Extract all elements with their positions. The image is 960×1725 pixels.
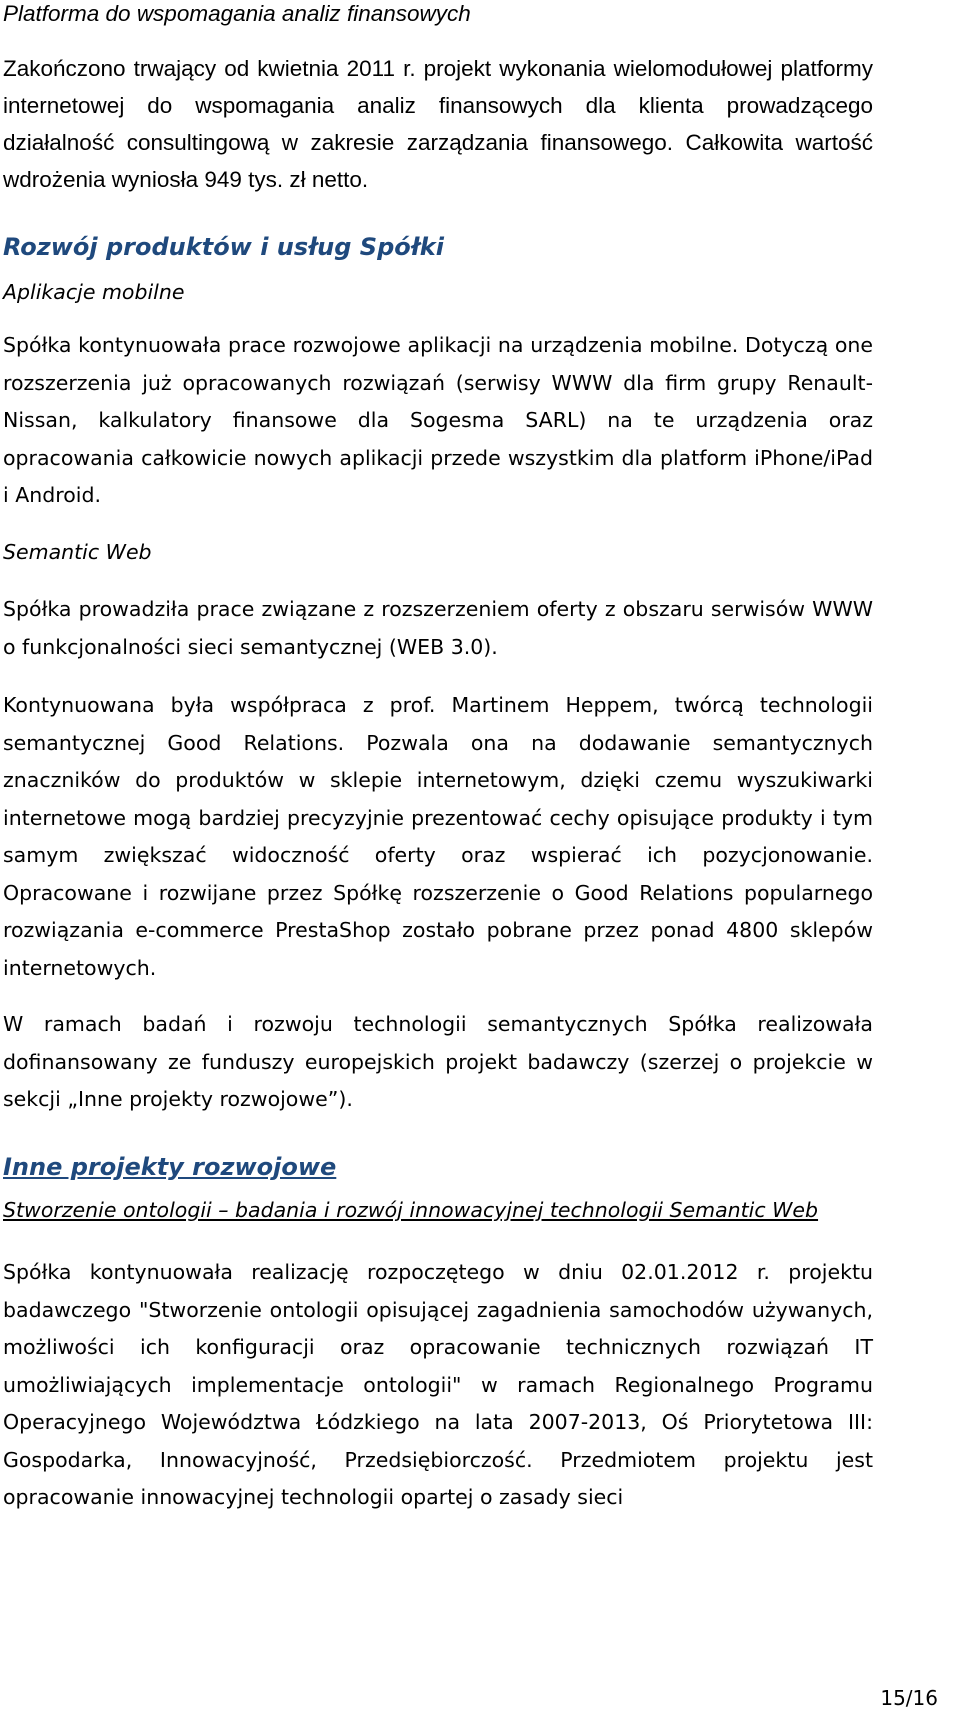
semantic-web-paragraph-3: W ramach badań i rozwoju technologii semantycznych Spółka realizowała dofinansowany ze funduszy europejskich projekt badawczy (szerzej o projekcie w sekcji „Inne projekty rozwojowe”). <box>3 1012 873 1111</box>
mobile-apps-subheading: Aplikacje mobilne <box>3 280 185 304</box>
semantic-web-paragraph-1: Spółka prowadziła prace związane z rozszerzeniem oferty z obszaru serwisów WWW o funkcjonalności sieci semantycznej (WEB 3.0). <box>3 597 873 659</box>
ontology-project-paragraph: Spółka kontynuowała realizację rozpoczętego w dniu 02.01.2012 r. projektu badawczego "Stworzenie ontologii opisującej zagadnienia samochodów używanych, możliwości ich konfiguracji oraz opracowanie technicznych rozwiązań IT umożliwiających implementacje ontologii" w ramach Regionalnego Programu Operacyjnego Województwa Łódzkiego na lata 2007-2013, Oś Priorytetowa III: Gospodarka, Innowacyjność, Przedsiębiorczość. Przedmiotem projektu jest opracowanie innowacyjnej technologii opartej o zasady sieci <box>3 1260 873 1509</box>
mobile-apps-paragraph: Spółka kontynuowała prace rozwojowe aplikacji na urządzenia mobilne. Dotyczą one rozszerzenia już opracowanych rozwiązań (serwisy WWW dla firm grupy Renault-Nissan, kalkulatory finansowe dla Sogesma SARL) na te urządzenia oraz opracowania całkowicie nowych aplikacji przede wszystkim dla platform iPhone/iPad i Android. <box>3 333 873 507</box>
finance-platform-title: Platforma do wspomagania analiz finansowych <box>3 1 471 26</box>
ontology-project-subheading: Stworzenie ontologii – badania i rozwój innowacyjnej technologii Semantic Web <box>3 1198 819 1222</box>
finance-platform-paragraph: Zakończono trwający od kwietnia 2011 r. projekt wykonania wielomodułowej platformy internetowej do wspomagania analiz finansowych dla klienta prowadzącego działalność consultingową w zakresie zarządzania finansowego. Całkowita wartość wdrożenia wyniosła 949 tys. zł netto. <box>3 56 873 192</box>
page-number: 15/16 <box>880 1686 938 1710</box>
semantic-web-paragraph-2: Kontynuowana była współpraca z prof. Martinem Heppem, twórcą technologii semantycznej Good Relations. Pozwala ona na dodawanie semantycznych znaczników do produktów w sklepie internetowym, dzięki czemu wyszukiwarki internetowe mogą bardziej precyzyjnie prezentować cechy opisujące produkty i tym samym zwiększać widoczność oferty oraz wspierać ich pozycjonowanie. Opracowane i rozwijane przez Spółkę rozszerzenie o Good Relations popularnego rozwiązania e-commerce PrestaShop zostało pobrane przez ponad 4800 sklepów internetowych. <box>3 693 873 980</box>
other-projects-heading: Inne projekty rozwojowe <box>3 1153 337 1181</box>
semantic-web-subheading: Semantic Web <box>3 540 152 564</box>
development-heading: Rozwój produktów i usług Spółki <box>3 233 444 261</box>
